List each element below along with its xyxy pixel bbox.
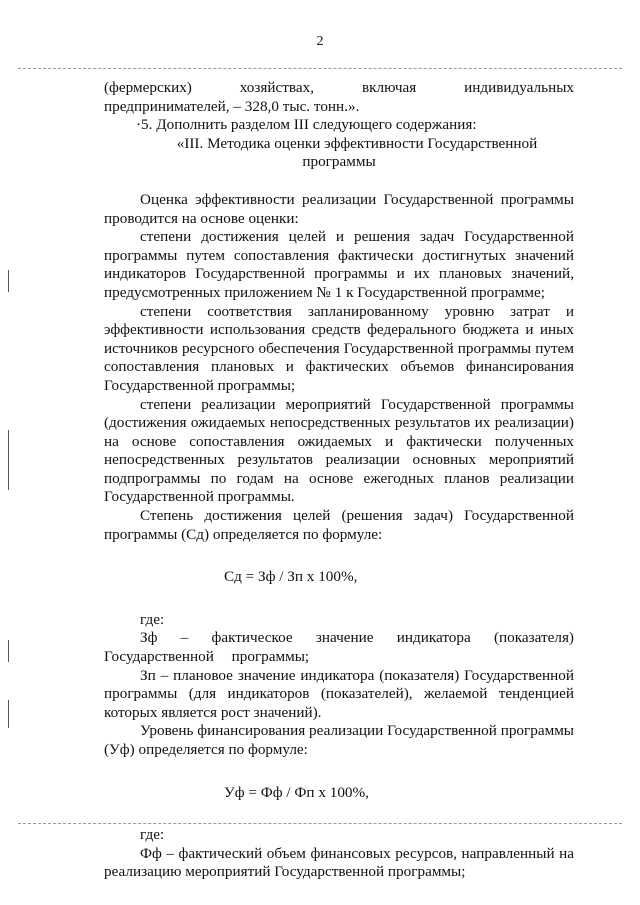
definition-ff: Фф – фактический объем финансовых ресурсов, направленный на реализацию мероприятий Государственной программы; — [104, 844, 574, 881]
scan-mark — [8, 700, 9, 728]
spacer — [104, 544, 574, 568]
where-label: где: — [140, 610, 165, 628]
spacer — [104, 172, 574, 191]
paragraph-uf-intro: Уровень финансирования реализации Государственной программы (Уф) определяется по формуле: — [104, 722, 575, 758]
continued-line: (фермерских) хозяйствах, включая индивидуальных — [104, 79, 574, 96]
top-rule — [18, 68, 622, 69]
spacer — [104, 802, 574, 826]
definition-zp: Зп – плановое значение индикатора (показателя) Государственной программы (для индикаторов (показателей), желаемой тенденцией которых является рост значений). — [104, 666, 574, 721]
document-body — [104, 79, 574, 882]
scan-mark — [8, 270, 9, 292]
formula-uf: Уф = Фф / Фп х 100%, — [224, 783, 369, 801]
definition-zf: Зф – фактическое значение индикатора (показателя) Государственной программы; — [104, 629, 574, 666]
paragraph-goals: степени достижения целей и решения задач Государственной программы путем сопоставления фактически достигнутых значений индикаторов Государственной программы и их плановых значений, предусмотренных приложением № 1 к Государственной программе; — [104, 228, 574, 301]
continued-line-end: предпринимателей, – 328,0 тыс. тонн.». — [104, 97, 360, 115]
paragraph-intro: Оценка эффективности реализации Государственной программы проводится на основе оценки: — [104, 190, 574, 227]
scan-mark — [8, 640, 9, 662]
spacer — [104, 760, 574, 784]
section-title-line-2: программы — [302, 153, 376, 171]
scan-mark — [8, 430, 9, 490]
spacer — [104, 587, 574, 611]
paragraph-measures: степени реализации мероприятий Государственной программы (достижения ожидаемых непосредственных результатов их реализации) на основе сопоставления ожидаемых и фактически полученных непосредственных результатов реализации основных мероприятий подпрограммы по годам на основе ежегодных планов реализации Государственной программы. — [104, 395, 574, 506]
where-label: где: — [140, 826, 165, 844]
item-5: ·5. Дополнить разделом III следующего содержания: — [136, 116, 477, 134]
paragraph-cd-intro: Степень достижения целей (решения задач) Государственной программы (Сд) определяется по формуле: — [104, 507, 574, 543]
paragraph-costs: степени соответствия запланированному уровню затрат и эффективности использования средств федерального бюджета и иных источников ресурсного обеспечения Государственной программы путем сопоставления плановых и фактических объемов финансирования Государственной программы; — [104, 302, 574, 394]
formula-cd: Сд = Зф / Зп х 100%, — [224, 568, 358, 586]
page-number: 2 — [316, 34, 324, 49]
section-title: «III. Методика оценки эффективности Государственной — [176, 134, 538, 152]
